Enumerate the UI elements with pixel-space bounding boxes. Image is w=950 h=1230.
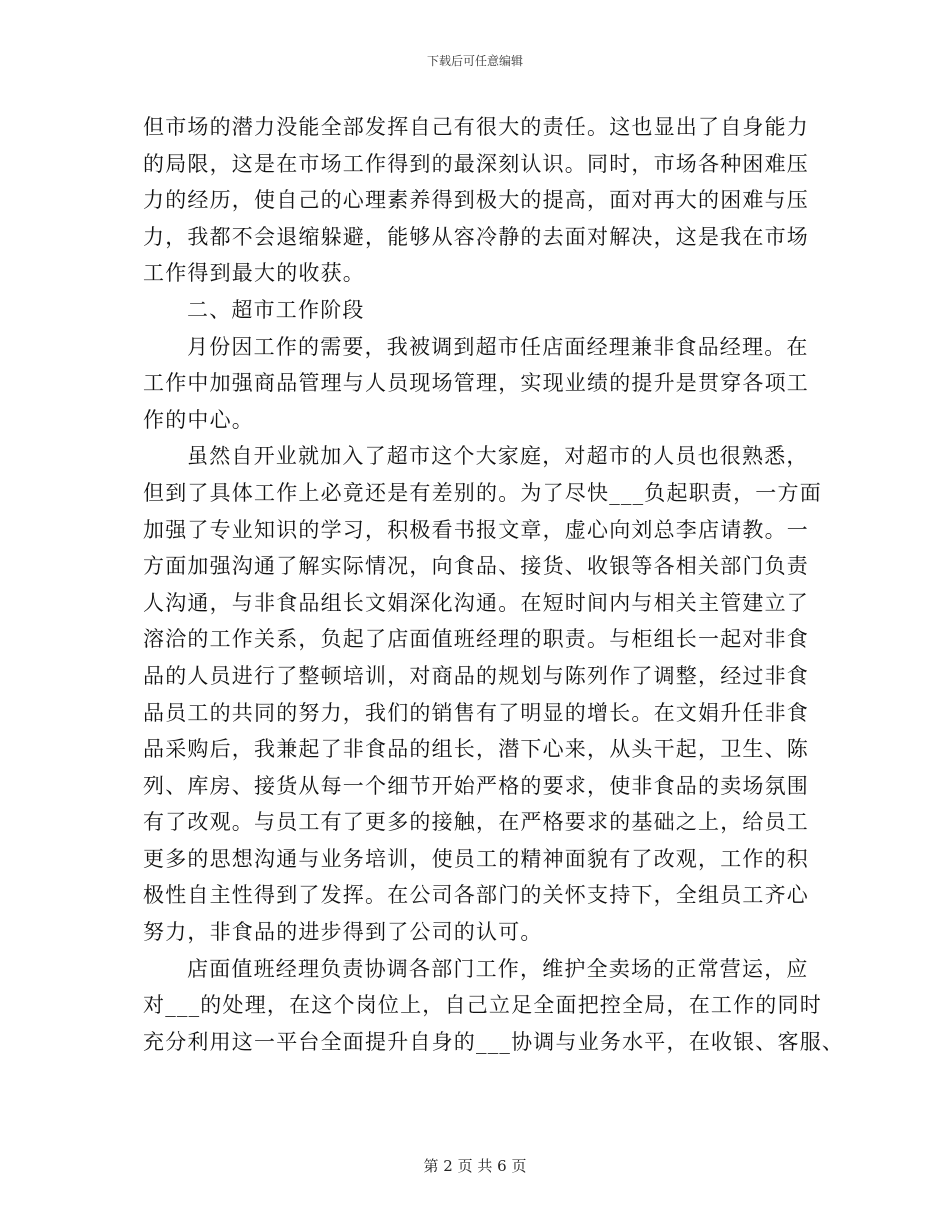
page-header: 下载后可任意编辑 — [426, 54, 523, 68]
text-line: 月份因工作的需要，我被调到超市任店面经理兼非食品经理。在 — [187, 334, 809, 359]
text-line: 充分利用这一平台全面提升自身的___协调与业务水平，在收银、客服、 — [143, 1029, 845, 1054]
text-line: 但市场的潜力没能全部发挥自己有很大的责任。这也显出了自身能力 — [143, 115, 809, 139]
text-line: 作的中心。 — [143, 407, 254, 432]
text-line: 二、超市工作阶段 — [187, 297, 365, 322]
text-line: 品采购后，我兼起了非食品的组长，潜下心来，从头干起，卫生、陈 — [143, 737, 809, 762]
text-line: 更多的思想沟通与业务培训，使员工的精神面貌有了改观，工作的积 — [143, 846, 809, 871]
text-line: 方面加强沟通了解实际情况，向食品、接货、收银等各相关部门负责 — [143, 554, 809, 579]
text-line: 虽然自开业就加入了超市这个大家庭，对超市的人员也很熟悉， — [187, 444, 809, 469]
page-number: 第 2 页 共 6 页 — [423, 1157, 527, 1175]
text-line: 力，我都不会退缩躲避，能够从容冷静的去面对解决，这是我在市场 — [143, 224, 809, 249]
text-line: 但到了具体工作上必竟还是有差别的。为了尽快___负起职责，一方面 — [143, 480, 822, 505]
text-line: 极性自主性得到了发挥。在公司各部门的关怀支持下，全组员工齐心 — [143, 883, 809, 908]
text-line: 对___的处理，在这个岗位上，自己立足全面把控全局，在工作的同时 — [143, 993, 822, 1018]
text-line: 加强了专业知识的学习，积极看书报文章，虚心向刘总李店请教。一 — [143, 517, 809, 542]
text-line: 有了改观。与员工有了更多的接触，在严格要求的基础之上，给员工 — [143, 810, 809, 835]
text-line: 的局限，这是在市场工作得到的最深刻认识。同时，市场各种困难压 — [143, 151, 809, 176]
text-line: 品员工的共同的努力，我们的销售有了明显的增长。在文娟升任非食 — [143, 700, 809, 725]
text-line: 店面值班经理负责协调各部门工作，维护全卖场的正常营运，应 — [187, 956, 809, 981]
text-line: 力的经历，使自己的心理素养得到极大的提高，面对再大的困难与压 — [143, 188, 809, 213]
text-line: 工作中加强商品管理与人员现场管理，实现业绩的提升是贯穿各项工 — [143, 371, 809, 396]
text-line: 努力，非食品的进步得到了公司的认可。 — [143, 920, 543, 945]
text-line: 品的人员进行了整顿培训，对商品的规划与陈列作了调整，经过非食 — [143, 663, 809, 688]
text-line: 溶洽的工作关系，负起了店面值班经理的职责。与柜组长一起对非食 — [143, 627, 809, 652]
text-line: 人沟通，与非食品组长文娟深化沟通。在短时间内与相关主管建立了 — [143, 590, 809, 615]
document-body — [143, 109, 845, 1060]
text-line: 列、库房、接货从每一个细节开始严格的要求，使非食品的卖场氛围 — [143, 773, 809, 798]
text-line: 工作得到最大的收获。 — [143, 261, 365, 286]
